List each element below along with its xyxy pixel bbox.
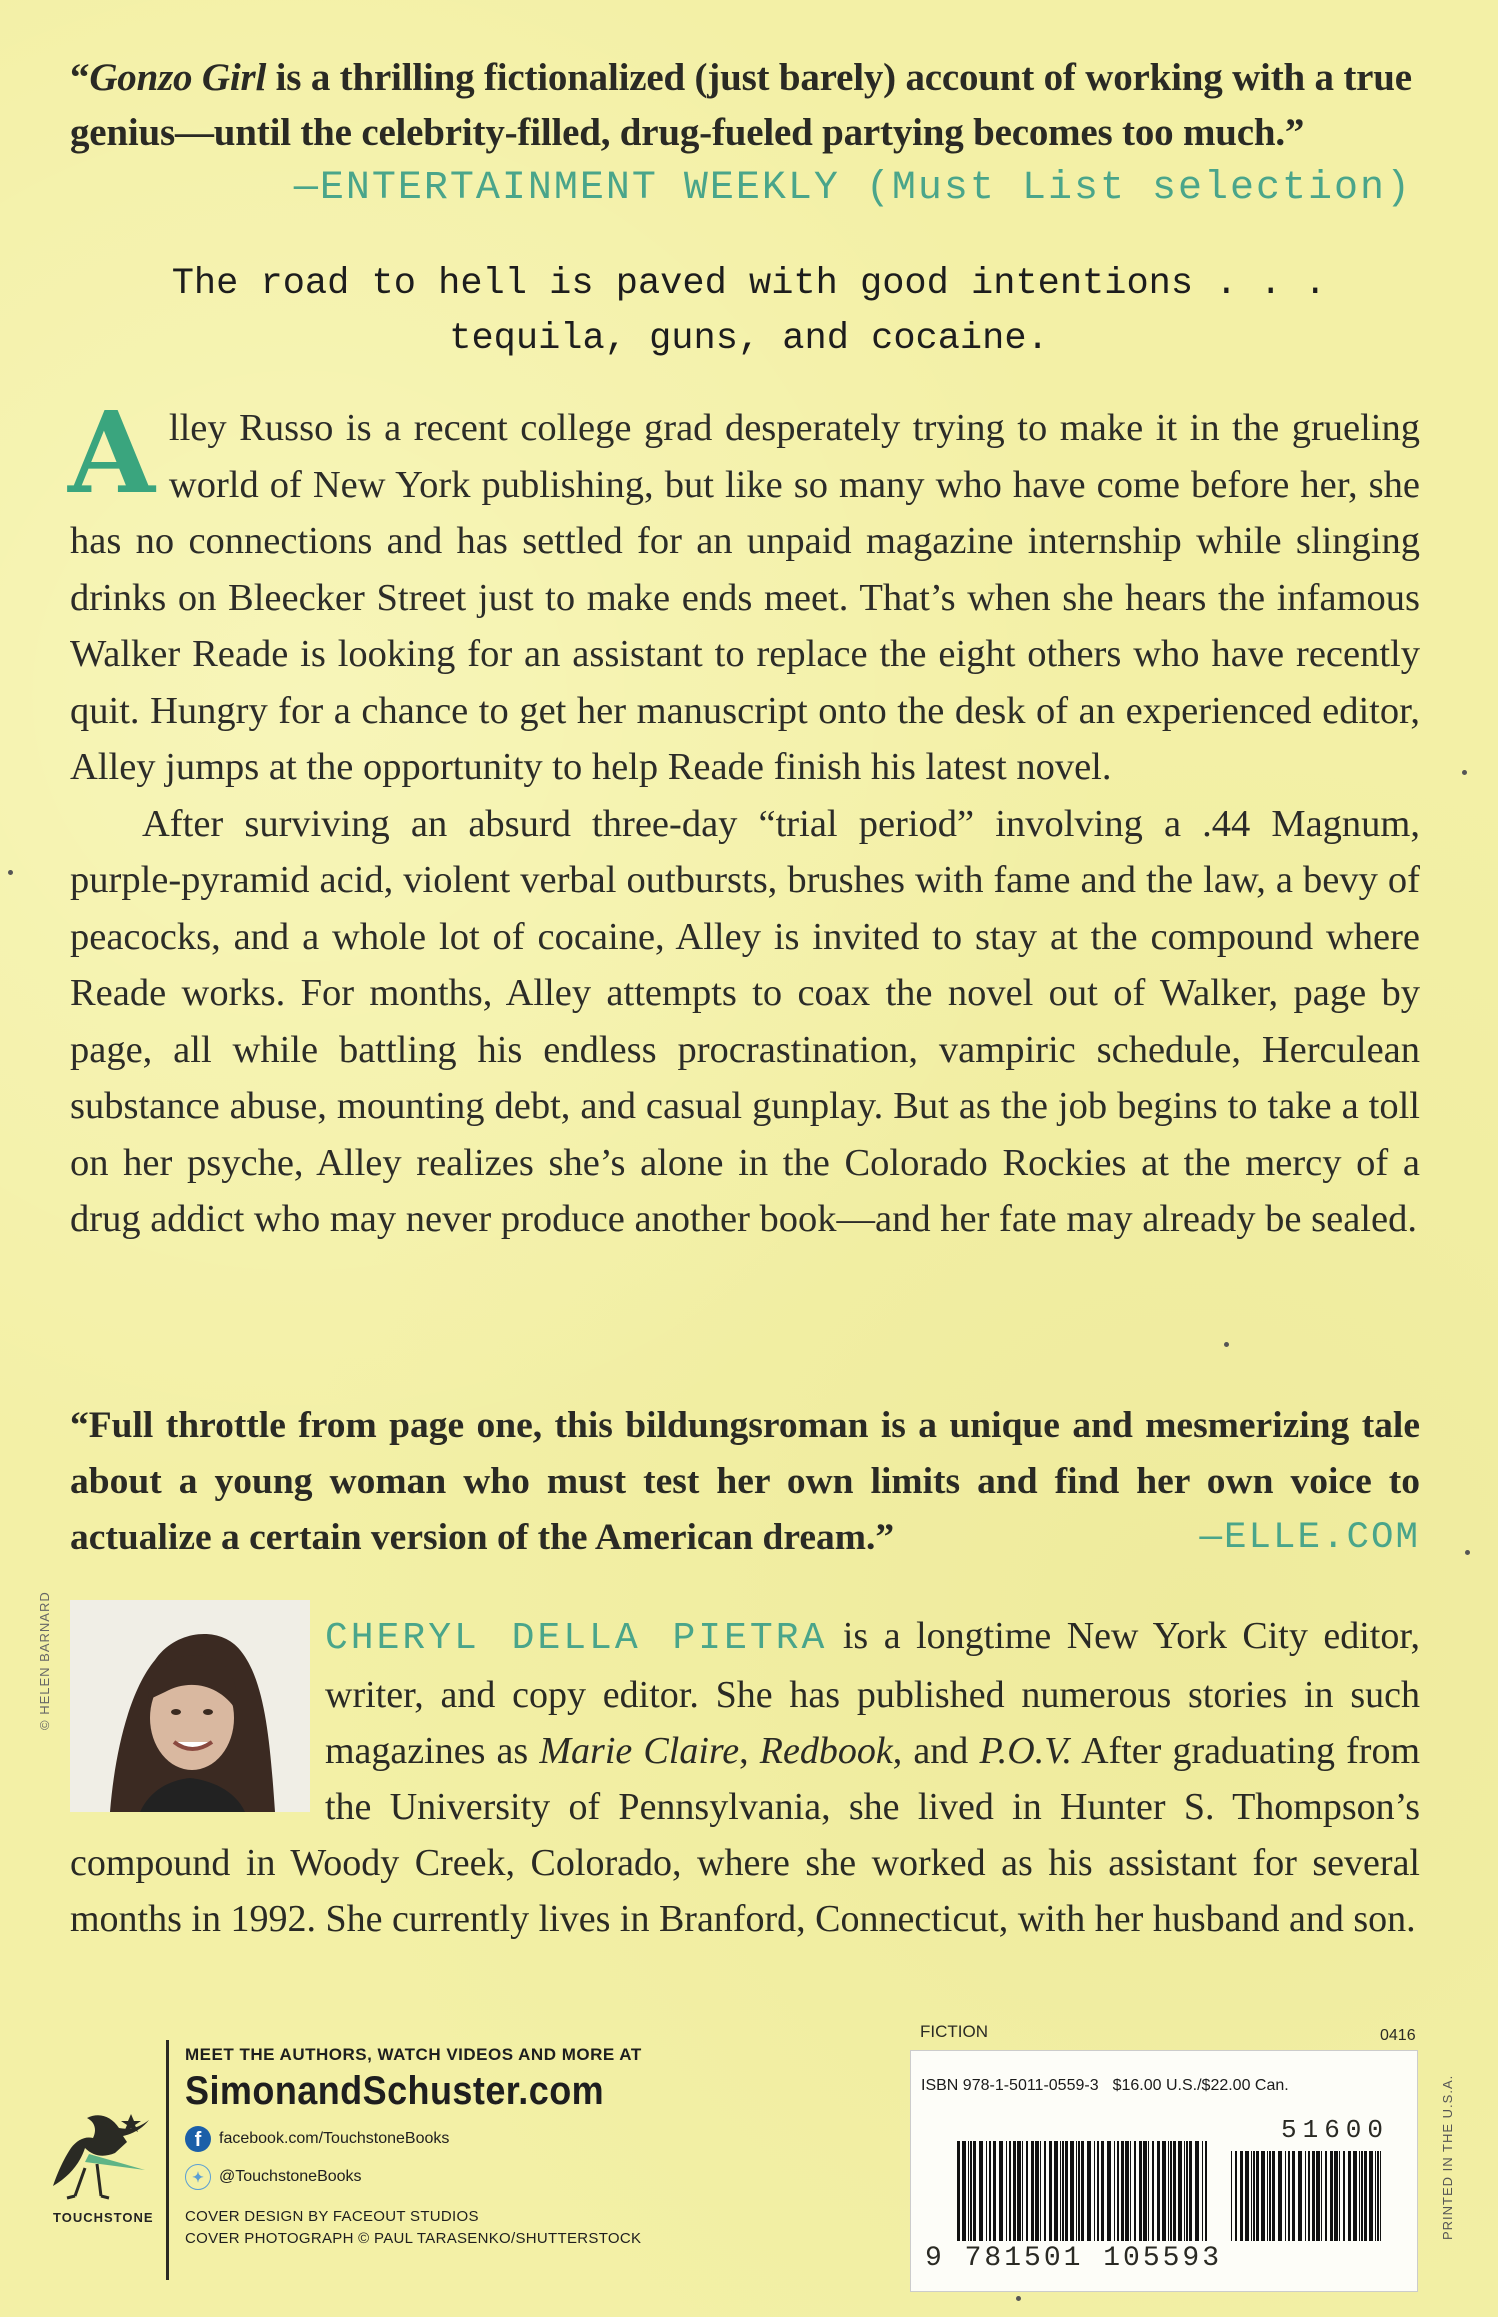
barcode-bar xyxy=(999,2141,1003,2241)
twitter-link[interactable] xyxy=(185,2164,651,2190)
cover-credits xyxy=(185,2206,651,2250)
meet-authors-text: MEET THE AUTHORS, WATCH VIDEOS AND MORE AT xyxy=(185,2045,642,2064)
print-code: 0416 xyxy=(1380,2027,1416,2044)
barcode-bar xyxy=(1364,2151,1367,2241)
review-quote-entertainment-weekly xyxy=(70,50,1420,160)
barcode-bar xyxy=(1006,2141,1007,2241)
barcode-bar xyxy=(1081,2141,1084,2241)
barcode-bar xyxy=(1285,2151,1286,2241)
barcode-bar xyxy=(1017,2141,1021,2241)
touchstone-logo xyxy=(45,2098,165,2238)
barcode-bar xyxy=(1101,2141,1104,2241)
quote-open-mark: “ xyxy=(70,56,90,99)
barcode-bar xyxy=(1267,2151,1268,2241)
synopsis xyxy=(68,388,1420,1248)
barcode-bar xyxy=(1143,2141,1147,2241)
barcode-bar xyxy=(1308,2151,1310,2241)
price-barcode xyxy=(1231,2151,1381,2241)
quote-attribution-ew: —ENTERTAINMENT WEEKLY (Must List selection) xyxy=(293,166,1412,211)
barcode-bar xyxy=(1162,2141,1166,2241)
review-quote-elle xyxy=(70,1398,1420,1566)
barcode-bar xyxy=(1031,2141,1034,2241)
footer-info xyxy=(185,2045,651,2250)
facebook-handle: facebook.com/TouchstoneBooks xyxy=(219,2130,450,2147)
barcode-bar xyxy=(1312,2151,1315,2241)
barcode-bar xyxy=(1170,2141,1172,2241)
paper-speck xyxy=(1224,1342,1229,1347)
roadrunner-icon xyxy=(45,2098,155,2203)
price-code: 51600 xyxy=(1280,2115,1389,2145)
barcode-bar xyxy=(1065,2141,1068,2241)
barcode-bar xyxy=(1060,2141,1061,2241)
barcode-bar xyxy=(1330,2151,1333,2241)
barcode-bar xyxy=(1026,2141,1028,2241)
barcode-bar xyxy=(1369,2151,1373,2241)
barcode-bar xyxy=(957,2141,960,2241)
barcode-bar xyxy=(1251,2151,1252,2241)
barcode-bar xyxy=(1361,2151,1363,2241)
barcode-bar xyxy=(1272,2151,1275,2241)
barcode-bar xyxy=(1195,2141,1199,2241)
barcode-bar xyxy=(1094,2141,1095,2241)
quote-attribution-elle: —ELLE.COM xyxy=(1199,1517,1420,1559)
synopsis-paragraph-2: After surviving an absurd three-day “trial period” involving a .44 Magnum, purple-pyramid acid, violent verbal outbursts, brushes with fame and the law, a bevy of peacocks, and a whole lot of cocaine, Alley is invited to stay at the compound where Reade works. For months, Alley attempts to coax the novel out of Walker, page by page, all while battling his endless procrastination, vampiric schedule, Herculean substance abuse, mounting debt, and casual gunplay. But as the job begins to take a toll on her psyche, Alley realizes she’s alone in the Colorado Rockies at the mercy of a drug addict who may never produce another book—and her fate may already be sealed. xyxy=(70,802,1420,1240)
quote-text: is a thrilling fictionalized (just barely) account of working with a true genius—until the celebrity-filled, drug-fueled partying becomes too much.” xyxy=(70,56,1412,154)
facebook-link[interactable] xyxy=(185,2126,651,2152)
barcode-bar xyxy=(1062,2141,1064,2241)
barcode-bar xyxy=(1076,2141,1077,2241)
barcode-bar xyxy=(1278,2151,1282,2241)
barcode-bar xyxy=(1186,2141,1188,2241)
barcode-bar xyxy=(1134,2141,1136,2241)
barcode-bar xyxy=(1231,2151,1232,2241)
barcode-bar xyxy=(1178,2141,1182,2241)
bio-text-2: After graduating from the University of Pennsylvania, she lived in Hunter S. Thompson’s compound in Woody Creek, Colorado, where she worked as his assistant for several months in 1992. She currently lives in Branford, Connecticut, with her husband and son. xyxy=(70,1730,1421,1940)
barcode-bar xyxy=(1343,2151,1345,2241)
barcode-bar xyxy=(1377,2151,1379,2241)
barcode-bar xyxy=(1152,2141,1154,2241)
publisher-name: TOUCHSTONE xyxy=(53,2210,154,2225)
isbn: ISBN 978-1-5011-0559-3 xyxy=(921,2077,1099,2094)
barcode-bar xyxy=(1148,2141,1149,2241)
barcode-bar xyxy=(1097,2141,1099,2241)
barcode-bar xyxy=(1359,2151,1360,2241)
barcode-bar xyxy=(986,2141,987,2241)
magazine-marie-claire: Marie Claire xyxy=(539,1730,740,1772)
barcode-digits: 9 781501 105593 xyxy=(925,2243,1223,2274)
synopsis-paragraph-1-text: lley Russo is a recent college grad desperately trying to make it in the grueling world of New York publishing, but like so many who have come before her, she has no connections and has settled for an unpaid magazine internship while slinging drinks on Bleecker Street just to make ends meet. That’s when she hears the infamous Walker Reade is looking for an assistant to replace the eight others who have recently quit. Hungry for a chance to get her manuscript onto the desk of an experienced editor, Alley jumps at the opportunity to help Reade finish his latest novel. xyxy=(70,407,1420,788)
barcode-bar xyxy=(968,2141,969,2241)
barcode-bar xyxy=(1235,2151,1237,2241)
barcode-bar xyxy=(1157,2141,1160,2241)
barcode-bar xyxy=(979,2141,983,2241)
ean-barcode xyxy=(957,2141,1207,2241)
barcode-bar xyxy=(1087,2141,1091,2241)
barcode-bar xyxy=(1325,2151,1327,2241)
barcode-bar xyxy=(1380,2151,1381,2241)
barcode-bar xyxy=(1298,2151,1302,2241)
website-link[interactable]: SimonandSchuster.com xyxy=(185,2069,605,2113)
price: $16.00 U.S./$22.00 Can. xyxy=(1112,2077,1289,2094)
barcode-bar xyxy=(1245,2151,1249,2241)
photo-credit: © HELEN BARNARD xyxy=(37,1591,52,1730)
barcode-bar xyxy=(1009,2141,1011,2241)
barcode-bar xyxy=(1070,2141,1074,2241)
drop-cap: A xyxy=(68,388,155,519)
barcode-bar xyxy=(1049,2141,1052,2241)
author-bio xyxy=(70,1608,1420,1947)
tagline-line-1: The road to hell is paved with good intentions . . . xyxy=(171,263,1327,305)
barcode-bar xyxy=(1256,2151,1259,2241)
bio-photo-spacer xyxy=(70,1608,325,1824)
barcode-bar xyxy=(1202,2141,1203,2241)
paper-speck xyxy=(1462,770,1467,775)
twitter-handle: @TouchstoneBooks xyxy=(219,2168,362,2185)
barcode-bar xyxy=(1040,2141,1041,2241)
paper-speck xyxy=(8,870,13,875)
barcode-bar xyxy=(973,2141,976,2241)
isbn-line xyxy=(921,2077,1289,2095)
barcode-bar xyxy=(1044,2141,1046,2241)
barcode-bar xyxy=(1253,2151,1255,2241)
barcode-bar xyxy=(1173,2141,1176,2241)
barcode-bar xyxy=(1054,2141,1058,2241)
barcode-bar xyxy=(993,2141,996,2241)
author-name: CHERYL DELLA PIETRA xyxy=(325,1617,828,1660)
magazine-pov: P.O.V. xyxy=(979,1730,1073,1772)
footer-divider xyxy=(166,2040,169,2280)
barcode-bar xyxy=(1114,2141,1115,2241)
barcode-bar xyxy=(1107,2141,1111,2241)
paper-speck xyxy=(1465,1550,1470,1555)
barcode-bar xyxy=(1375,2151,1376,2241)
barcode-bar xyxy=(1288,2151,1290,2241)
cover-design-credit: COVER DESIGN BY FACEOUT STUDIOS xyxy=(185,2208,479,2225)
magazine-redbook: Redbook xyxy=(759,1730,893,1772)
barcode-bar xyxy=(962,2141,966,2241)
barcode-bar xyxy=(1316,2151,1320,2241)
barcode-bar xyxy=(1240,2151,1243,2241)
tagline-line-2: tequila, guns, and cocaine. xyxy=(449,318,1049,360)
barcode-bar xyxy=(1353,2151,1357,2241)
bio-text-1: is a longtime New York City editor, writer, and copy editor. She has published numerous stories in such magazines as xyxy=(325,1615,1420,1772)
barcode-bar xyxy=(1184,2141,1185,2241)
bio-separator-1: , xyxy=(739,1730,760,1772)
paper-speck xyxy=(1016,2296,1021,2301)
synopsis-paragraph-1 xyxy=(68,388,1420,796)
barcode-bar xyxy=(1139,2141,1142,2241)
barcode-bar xyxy=(1121,2141,1124,2241)
barcode-bar xyxy=(1022,2141,1023,2241)
barcode-bar xyxy=(1117,2141,1119,2241)
barcode-bar xyxy=(1035,2141,1039,2241)
cover-photo-credit: COVER PHOTOGRAPH © PAUL TARASENKO/SHUTTERSTOCK xyxy=(185,2230,642,2247)
book-title: Gonzo Girl xyxy=(89,56,267,99)
bio-separator-2: , and xyxy=(892,1730,980,1772)
barcode-bar xyxy=(970,2141,972,2241)
barcode-bar xyxy=(1130,2141,1131,2241)
barcode-bar xyxy=(1261,2151,1265,2241)
barcode-bar xyxy=(1305,2151,1306,2241)
barcode-bar xyxy=(1269,2151,1271,2241)
printed-in-usa: PRINTED IN THE U.S.A. xyxy=(1440,2074,1455,2240)
barcode-bar xyxy=(1189,2141,1192,2241)
barcode-bar xyxy=(1168,2141,1169,2241)
barcode-bar xyxy=(989,2141,991,2241)
twitter-icon: ✦ xyxy=(185,2164,211,2190)
quote-text-elle: “Full throttle from page one, this bildungsroman is a unique and mesmerizing tale about a young woman who must test her own limits and find her own voice to actualize a certain version of the American dream.” xyxy=(70,1405,1420,1558)
barcode-bar xyxy=(1125,2141,1129,2241)
barcode-bar xyxy=(1339,2151,1340,2241)
barcode-bar xyxy=(1321,2151,1322,2241)
tagline xyxy=(0,257,1498,367)
barcode-bar xyxy=(1078,2141,1080,2241)
category-label: FICTION xyxy=(920,2022,988,2041)
facebook-icon: f xyxy=(185,2126,211,2152)
barcode-bar xyxy=(1292,2151,1295,2241)
barcode-bar xyxy=(1013,2141,1016,2241)
barcode-bar xyxy=(1334,2151,1338,2241)
barcode-box xyxy=(910,2050,1418,2292)
barcode-bar xyxy=(1348,2151,1351,2241)
barcode-bar xyxy=(1205,2141,1207,2241)
